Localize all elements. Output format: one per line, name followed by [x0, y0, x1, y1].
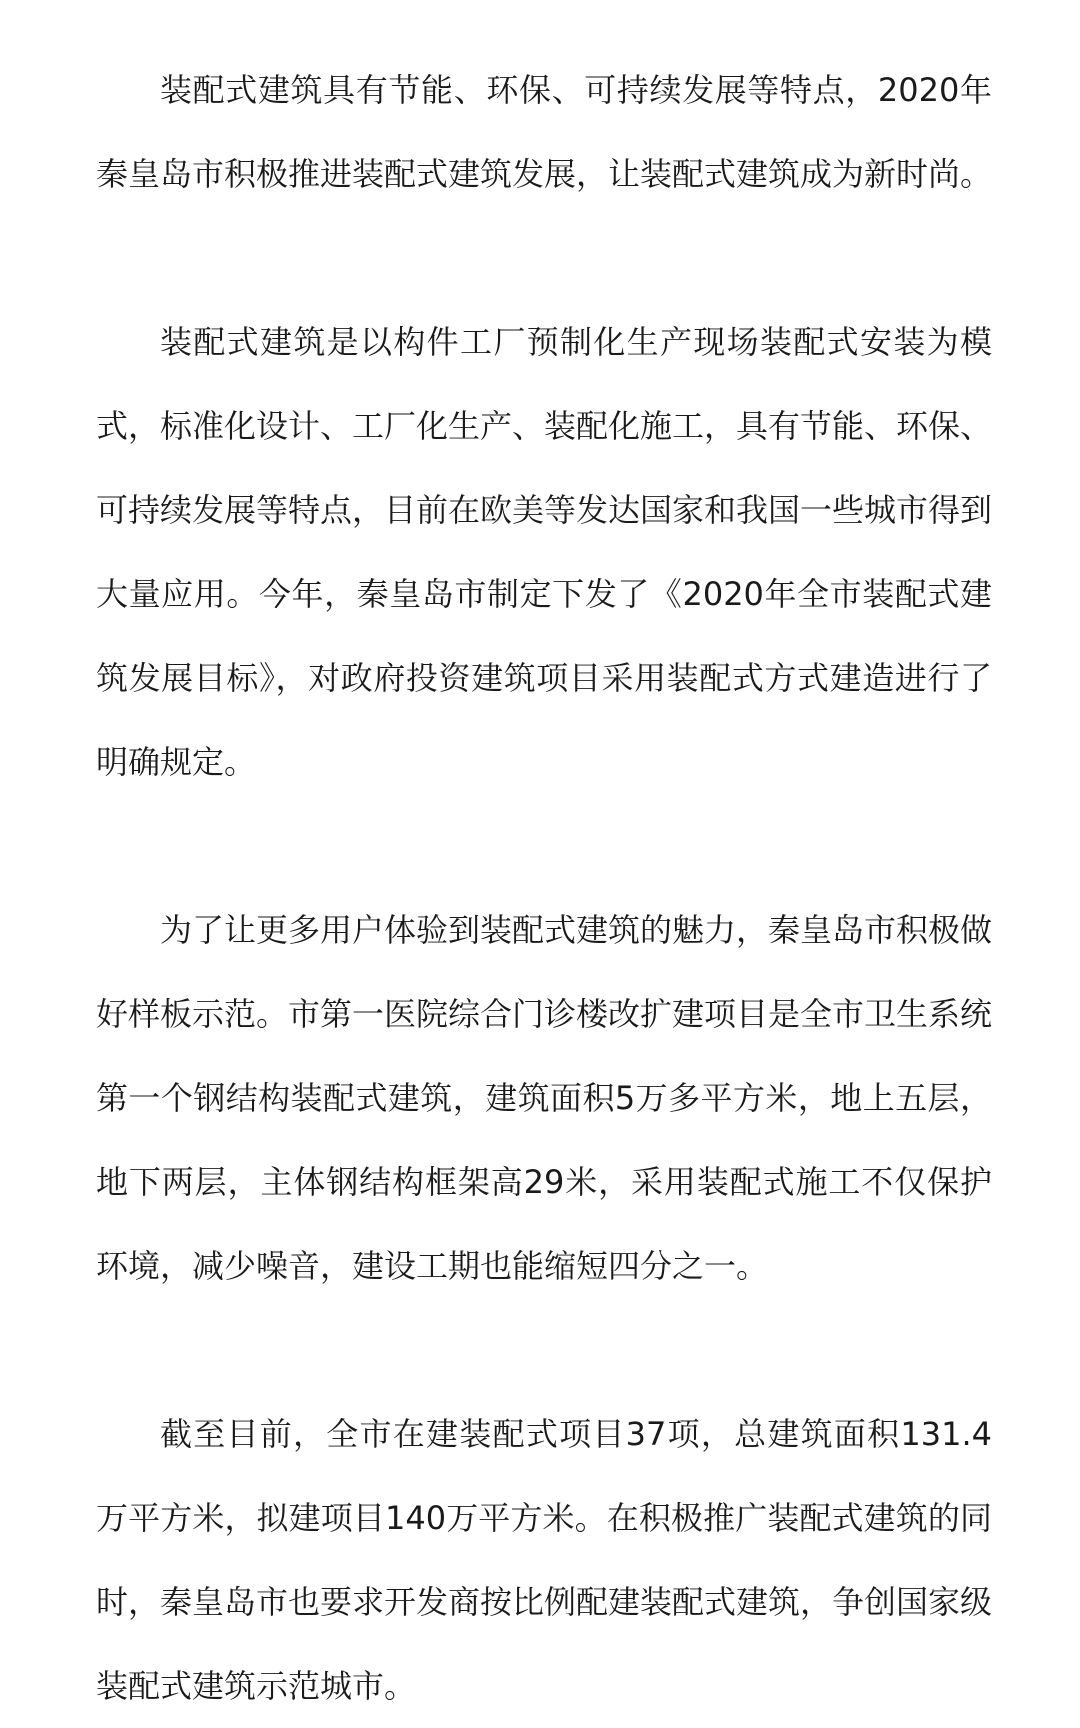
paragraph-2: 装配式建筑是以构件工厂预制化生产现场装配式安装为模式，标准化设计、工厂化生产、装配化施工，具有节能、环保、可持续发展等特点，目前在欧美等发达国家和我国一些城市得到大量应用。今年，秦皇岛市制定下发了《2020年全市装配式建筑发展目标》，对政府投资建筑项目采用装配式方式建造进行了明确规定。 — [96, 323, 993, 781]
paragraph-1: 装配式建筑具有节能、环保、可持续发展等特点，2020年秦皇岛市积极推进装配式建筑发展，让装配式建筑成为新时尚。 — [96, 71, 993, 193]
paragraph-4: 截至目前，全市在建装配式项目37项，总建筑面积131.4万平方米，拟建项目140万平方米。在积极推广装配式建筑的同时，秦皇岛市也要求开发商按比例配建装配式建筑，争创国家级装配式建筑示范城市。 — [96, 1415, 993, 1705]
article-body — [96, 48, 992, 1728]
paragraph-3: 为了让更多用户体验到装配式建筑的魅力，秦皇岛市积极做好样板示范。市第一医院综合门诊楼改扩建项目是全市卫生系统第一个钢结构装配式建筑，建筑面积5万多平方米，地上五层，地下两层，主体钢结构框架高29米，采用装配式施工不仅保护环境，减少噪音，建设工期也能缩短四分之一。 — [96, 911, 993, 1285]
